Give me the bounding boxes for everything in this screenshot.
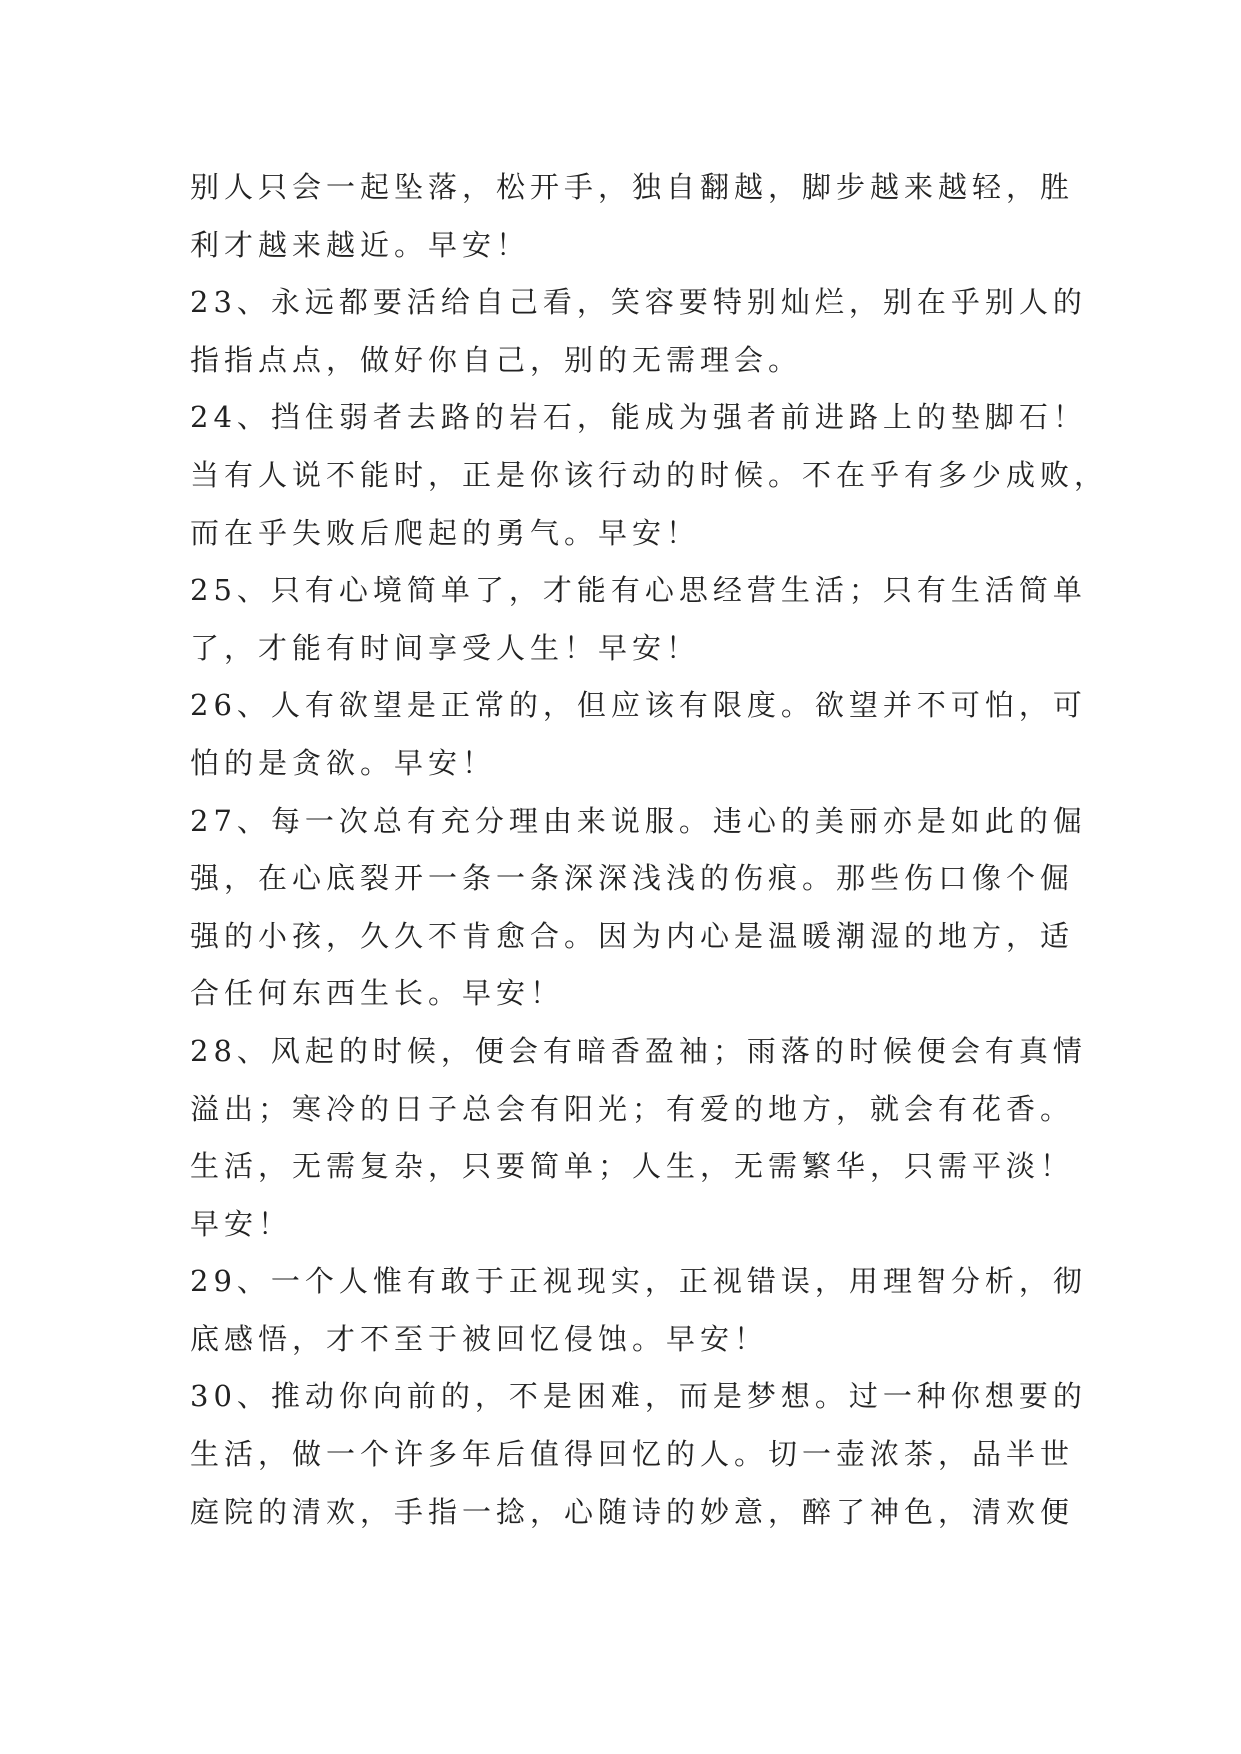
text-line: 当有人说不能时，正是你该行动的时候。不在乎有多少成败， bbox=[190, 457, 1109, 492]
text-line: 25、只有心境简单了，才能有心思经营生活；只有生活简单 bbox=[190, 573, 1087, 608]
text-line: 别人只会一起坠落，松开手，独自翻越，脚步越来越轻，胜 bbox=[190, 170, 1075, 204]
document-body bbox=[190, 159, 1109, 1541]
text-line: 24、挡住弱者去路的岩石，能成为强者前进路上的垫脚石！ bbox=[190, 400, 1087, 435]
text-line: 怕的是贪欲。早安！ bbox=[190, 745, 497, 780]
text-line: 23、永远都要活给自己看，笑容要特别灿烂，别在乎别人的 bbox=[190, 285, 1087, 320]
text-line: 26、人有欲望是正常的，但应该有限度。欲望并不可怕，可 bbox=[190, 688, 1087, 723]
text-line: 溢出；寒冷的日子总会有阳光；有爱的地方，就会有花香。 bbox=[190, 1091, 1075, 1126]
text-line: 合任何东西生长。早安！ bbox=[190, 976, 565, 1011]
text-line: 27、每一次总有充分理由来说服。违心的美丽亦是如此的倔 bbox=[190, 803, 1087, 838]
text-line: 利才越来越近。早安！ bbox=[190, 227, 531, 262]
text-line: 生活，无需复杂，只要简单；人生，无需繁华，只需平淡！ bbox=[190, 1149, 1075, 1184]
text-line: 而在乎失败后爬起的勇气。早安！ bbox=[190, 515, 701, 550]
text-line: 生活，做一个许多年后值得回忆的人。切一壶浓茶，品半世 bbox=[190, 1437, 1075, 1472]
text-line: 强的小孩，久久不肯愈合。因为内心是温暖潮湿的地方，适 bbox=[190, 918, 1075, 953]
text-line: 29、一个人惟有敢于正视现实，正视错误，用理智分析，彻 bbox=[190, 1264, 1087, 1299]
text-line: 早安！ bbox=[190, 1206, 293, 1241]
text-line: 底感悟，才不至于被回忆侵蚀。早安！ bbox=[190, 1321, 769, 1356]
text-line: 强，在心底裂开一条一条深深浅浅的伤痕。那些伤口像个倔 bbox=[190, 861, 1075, 896]
text-line: 指指点点，做好你自己，别的无需理会。 bbox=[190, 342, 803, 377]
text-line: 了，才能有时间享受人生！早安！ bbox=[190, 630, 701, 665]
text-line: 28、风起的时候，便会有暗香盈袖；雨落的时候便会有真情 bbox=[190, 1033, 1087, 1068]
text-line: 30、推动你向前的，不是困难，而是梦想。过一种你想要的 bbox=[190, 1379, 1087, 1414]
text-line: 庭院的清欢，手指一捻，心随诗的妙意，醉了神色，清欢便 bbox=[190, 1494, 1075, 1529]
